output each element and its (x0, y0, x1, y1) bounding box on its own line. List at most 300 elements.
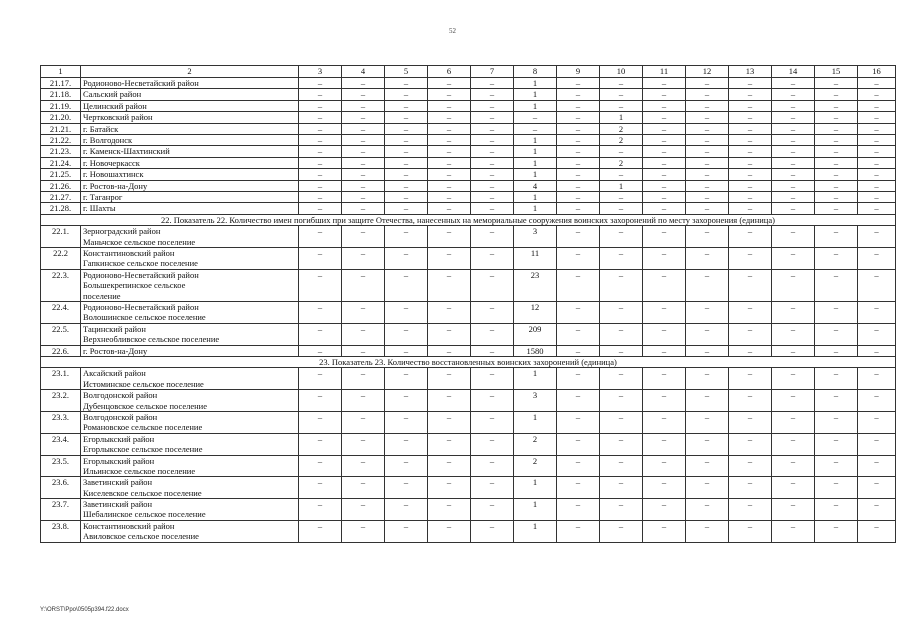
value-cell: – (342, 78, 385, 89)
value-cell: – (299, 169, 342, 180)
value-cell: – (428, 169, 471, 180)
value-cell: – (342, 100, 385, 111)
row-number: 23.6. (41, 477, 81, 499)
section-heading-row (41, 214, 896, 225)
row-number: 23.8. (41, 520, 81, 542)
value-cell: – (772, 157, 815, 168)
column-number-cell: 13 (729, 66, 772, 78)
value-cell: 1 (514, 89, 557, 100)
value-cell: – (729, 455, 772, 477)
value-cell: – (815, 302, 858, 324)
territory-name (81, 477, 299, 499)
column-number-cell: 1 (41, 66, 81, 78)
value-cell: – (428, 226, 471, 248)
value-cell: – (729, 135, 772, 146)
column-number-cell: 7 (471, 66, 514, 78)
value-cell: 1580 (514, 345, 557, 356)
value-cell: – (385, 112, 428, 123)
value-cell: – (299, 180, 342, 191)
value-cell: – (729, 345, 772, 356)
row-number: 22.4. (41, 302, 81, 324)
value-cell: – (385, 203, 428, 214)
value-cell: – (815, 100, 858, 111)
value-cell: – (643, 248, 686, 270)
value-cell: – (342, 248, 385, 270)
value-cell: – (385, 411, 428, 433)
table-row (41, 226, 896, 248)
territory-name-line: Заветинский район (83, 477, 153, 488)
value-cell: – (299, 157, 342, 168)
value-cell: – (815, 89, 858, 100)
column-number-cell: 12 (686, 66, 729, 78)
value-cell: – (600, 390, 643, 412)
value-cell: – (643, 368, 686, 390)
value-cell: – (342, 203, 385, 214)
value-cell: – (342, 157, 385, 168)
value-cell: – (772, 100, 815, 111)
value-cell: – (815, 192, 858, 203)
value-cell: – (385, 345, 428, 356)
territory-name-line: г. Шахты (83, 203, 116, 214)
value-cell: 1 (514, 499, 557, 521)
value-cell: – (729, 411, 772, 433)
value-cell: – (557, 135, 600, 146)
value-cell: – (428, 78, 471, 89)
value-cell: – (385, 499, 428, 521)
value-cell: – (643, 135, 686, 146)
value-cell: – (729, 203, 772, 214)
table-body (41, 66, 896, 543)
value-cell: 1 (514, 477, 557, 499)
value-cell: – (600, 302, 643, 324)
territory-name-line: Авиловское сельское поселение (83, 531, 199, 542)
value-cell: – (858, 135, 896, 146)
value-cell: – (815, 112, 858, 123)
value-cell: – (686, 135, 729, 146)
table-row (41, 180, 896, 191)
value-cell: – (385, 157, 428, 168)
value-cell: – (471, 203, 514, 214)
territory-name (81, 169, 299, 180)
value-cell: – (643, 203, 686, 214)
value-cell: – (471, 368, 514, 390)
value-cell: – (299, 78, 342, 89)
value-cell: 1 (514, 157, 557, 168)
table-row (41, 248, 896, 270)
value-cell: – (729, 89, 772, 100)
territory-name (81, 390, 299, 412)
value-cell: – (471, 78, 514, 89)
value-cell: – (686, 89, 729, 100)
table-row (41, 78, 896, 89)
value-cell: – (858, 112, 896, 123)
value-cell: – (557, 192, 600, 203)
value-cell: – (385, 368, 428, 390)
value-cell: – (729, 146, 772, 157)
value-cell: – (342, 112, 385, 123)
value-cell: – (858, 146, 896, 157)
territory-name (81, 455, 299, 477)
value-cell: – (772, 390, 815, 412)
value-cell: – (772, 180, 815, 191)
value-cell: 209 (514, 323, 557, 345)
value-cell: – (299, 192, 342, 203)
value-cell: – (686, 323, 729, 345)
value-cell: – (299, 345, 342, 356)
column-number-row (41, 66, 896, 78)
value-cell: 1 (514, 135, 557, 146)
value-cell: – (471, 146, 514, 157)
value-cell: – (858, 203, 896, 214)
value-cell: – (772, 192, 815, 203)
row-number: 21.23. (41, 146, 81, 157)
territory-name-line: Зерноградский район (83, 226, 161, 237)
value-cell: – (557, 203, 600, 214)
column-number-cell: 16 (858, 66, 896, 78)
row-number: 23.5. (41, 455, 81, 477)
value-cell: – (858, 411, 896, 433)
territory-name (81, 269, 299, 301)
value-cell: – (858, 345, 896, 356)
value-cell: – (471, 89, 514, 100)
territory-name-line: Аксайский район (83, 368, 146, 379)
row-number: 21.22. (41, 135, 81, 146)
value-cell: – (557, 78, 600, 89)
value-cell: – (471, 345, 514, 356)
value-cell: – (729, 477, 772, 499)
table-row (41, 169, 896, 180)
value-cell: – (815, 499, 858, 521)
value-cell: – (471, 192, 514, 203)
value-cell: – (729, 157, 772, 168)
value-cell: – (600, 146, 643, 157)
value-cell: – (772, 248, 815, 270)
value-cell: 23 (514, 269, 557, 301)
value-cell: – (729, 226, 772, 248)
value-cell: – (471, 390, 514, 412)
value-cell: – (686, 226, 729, 248)
value-cell: – (342, 302, 385, 324)
value-cell: – (385, 455, 428, 477)
value-cell: – (471, 269, 514, 301)
row-number: 21.26. (41, 180, 81, 191)
value-cell: – (772, 78, 815, 89)
territory-name-line: г. Каменск-Шахтинский (83, 146, 170, 157)
value-cell: – (471, 433, 514, 455)
value-cell: – (815, 146, 858, 157)
value-cell: – (643, 499, 686, 521)
value-cell: – (643, 146, 686, 157)
section-heading-row (41, 356, 896, 367)
table-row (41, 520, 896, 542)
value-cell: – (858, 302, 896, 324)
value-cell: – (342, 123, 385, 134)
table-row (41, 112, 896, 123)
row-number: 23.1. (41, 368, 81, 390)
value-cell: – (686, 411, 729, 433)
row-number: 21.25. (41, 169, 81, 180)
value-cell: – (299, 411, 342, 433)
value-cell: – (772, 269, 815, 301)
value-cell: – (858, 89, 896, 100)
territory-name-line: Шебалинское сельское поселение (83, 509, 206, 520)
value-cell: – (772, 112, 815, 123)
table-row (41, 203, 896, 214)
territory-name (81, 203, 299, 214)
value-cell: – (600, 520, 643, 542)
value-cell: – (686, 203, 729, 214)
territory-name-line: Большекрепинское сельское (83, 280, 186, 291)
value-cell: – (729, 112, 772, 123)
territory-name-line: Чертковский район (83, 112, 153, 123)
value-cell: – (600, 248, 643, 270)
table-row (41, 89, 896, 100)
value-cell: – (557, 411, 600, 433)
value-cell: – (686, 146, 729, 157)
value-cell: – (772, 135, 815, 146)
value-cell: – (858, 323, 896, 345)
value-cell: – (428, 455, 471, 477)
value-cell: 1 (514, 411, 557, 433)
value-cell: – (600, 477, 643, 499)
value-cell: – (686, 499, 729, 521)
value-cell: – (342, 520, 385, 542)
territory-name-line: Родионово-Несветайский район (83, 302, 199, 313)
value-cell: – (858, 123, 896, 134)
value-cell: – (858, 520, 896, 542)
territory-name-line: Константиновский район (83, 248, 175, 259)
value-cell: – (342, 192, 385, 203)
page-number: 52 (449, 27, 456, 35)
value-cell: – (428, 269, 471, 301)
value-cell: – (557, 499, 600, 521)
value-cell: – (686, 269, 729, 301)
territory-name (81, 192, 299, 203)
value-cell: – (471, 180, 514, 191)
value-cell: – (686, 78, 729, 89)
value-cell: – (643, 123, 686, 134)
value-cell: 1 (514, 78, 557, 89)
value-cell: 3 (514, 390, 557, 412)
value-cell: – (858, 269, 896, 301)
table-row (41, 135, 896, 146)
value-cell: – (772, 520, 815, 542)
value-cell: – (428, 112, 471, 123)
value-cell: – (729, 123, 772, 134)
value-cell: – (772, 368, 815, 390)
value-cell: – (858, 226, 896, 248)
row-number: 21.21. (41, 123, 81, 134)
value-cell: – (643, 411, 686, 433)
value-cell: – (600, 226, 643, 248)
territory-name (81, 157, 299, 168)
value-cell: – (686, 477, 729, 499)
territory-name-line: Егорлыкский район (83, 455, 155, 466)
territory-name-line: Родионово-Несветайский район (83, 269, 199, 280)
territory-name (81, 180, 299, 191)
value-cell: – (471, 520, 514, 542)
value-cell: – (772, 411, 815, 433)
value-cell: – (557, 123, 600, 134)
value-cell: – (815, 157, 858, 168)
value-cell: – (385, 520, 428, 542)
territory-name-line: Верхнеобливское сельское поселение (83, 334, 220, 345)
section-heading: 23. Показатель 23. Количество восстановленных воинских захоронений (единица) (41, 356, 896, 367)
value-cell: – (557, 390, 600, 412)
value-cell: – (686, 123, 729, 134)
value-cell: – (428, 368, 471, 390)
territory-name-line: г. Новочеркасск (83, 157, 140, 168)
value-cell: – (772, 146, 815, 157)
table-row (41, 433, 896, 455)
value-cell: – (858, 157, 896, 168)
value-cell: 2 (600, 157, 643, 168)
territory-name (81, 248, 299, 270)
value-cell: – (342, 269, 385, 301)
value-cell: – (600, 411, 643, 433)
value-cell: – (471, 477, 514, 499)
value-cell: – (815, 226, 858, 248)
value-cell: – (428, 135, 471, 146)
territory-name-line: г. Ростов-на-Дону (83, 345, 148, 356)
value-cell: – (557, 520, 600, 542)
table-row (41, 499, 896, 521)
territory-name-line: Целинский район (83, 100, 147, 111)
value-cell: – (600, 455, 643, 477)
value-cell: – (729, 390, 772, 412)
value-cell: – (471, 248, 514, 270)
value-cell: – (815, 433, 858, 455)
value-cell: 12 (514, 302, 557, 324)
table-row (41, 345, 896, 356)
value-cell: – (815, 477, 858, 499)
value-cell: 1 (514, 146, 557, 157)
value-cell: – (471, 411, 514, 433)
value-cell: – (600, 100, 643, 111)
value-cell: – (385, 135, 428, 146)
value-cell: – (557, 477, 600, 499)
row-number: 21.27. (41, 192, 81, 203)
table-row (41, 323, 896, 345)
column-number-cell: 5 (385, 66, 428, 78)
value-cell: – (643, 192, 686, 203)
value-cell: – (428, 499, 471, 521)
value-cell: – (557, 226, 600, 248)
territory-name-line: Егорлыкский район (83, 433, 155, 444)
value-cell: – (686, 433, 729, 455)
value-cell: – (299, 368, 342, 390)
value-cell: – (643, 112, 686, 123)
value-cell: 4 (514, 180, 557, 191)
value-cell: – (471, 157, 514, 168)
value-cell: – (428, 411, 471, 433)
territory-name-line: Константиновский район (83, 520, 175, 531)
value-cell: – (600, 345, 643, 356)
value-cell: – (772, 499, 815, 521)
value-cell: – (643, 323, 686, 345)
column-number-cell: 11 (643, 66, 686, 78)
row-number: 23.2. (41, 390, 81, 412)
value-cell: – (557, 146, 600, 157)
value-cell: – (729, 78, 772, 89)
value-cell: – (428, 89, 471, 100)
value-cell: – (299, 269, 342, 301)
table-row (41, 368, 896, 390)
value-cell: – (858, 455, 896, 477)
value-cell: – (858, 180, 896, 191)
table-row (41, 302, 896, 324)
row-number: 21.19. (41, 100, 81, 111)
value-cell: – (815, 345, 858, 356)
value-cell: – (772, 169, 815, 180)
territory-name-line: Сальский район (83, 89, 142, 100)
value-cell: – (729, 323, 772, 345)
territory-name (81, 302, 299, 324)
value-cell: – (815, 203, 858, 214)
value-cell: – (471, 302, 514, 324)
territory-name-line: Гапкинское сельское поселение (83, 258, 198, 269)
value-cell: 2 (514, 455, 557, 477)
value-cell: – (858, 499, 896, 521)
value-cell: – (772, 123, 815, 134)
table-row (41, 100, 896, 111)
value-cell: – (815, 520, 858, 542)
row-number: 23.4. (41, 433, 81, 455)
value-cell: – (299, 112, 342, 123)
value-cell: – (643, 100, 686, 111)
value-cell: – (428, 146, 471, 157)
value-cell: – (686, 192, 729, 203)
column-number-cell: 15 (815, 66, 858, 78)
value-cell: – (385, 390, 428, 412)
row-number: 22.2 (41, 248, 81, 270)
value-cell: – (729, 433, 772, 455)
territory-name (81, 100, 299, 111)
value-cell: – (342, 180, 385, 191)
value-cell: – (385, 192, 428, 203)
column-number-cell: 3 (299, 66, 342, 78)
value-cell: – (686, 520, 729, 542)
section-heading: 22. Показатель 22. Количество имен погибших при защите Отечества, нанесенных на мемориальные сооружения воинских захоронений по месту захоронения (единица) (41, 214, 896, 225)
value-cell: – (815, 411, 858, 433)
value-cell: – (471, 123, 514, 134)
row-number: 22.5. (41, 323, 81, 345)
value-cell: – (342, 411, 385, 433)
value-cell: – (342, 146, 385, 157)
value-cell: – (471, 226, 514, 248)
value-cell: – (385, 123, 428, 134)
value-cell: – (342, 368, 385, 390)
value-cell: – (299, 499, 342, 521)
row-number: 21.20. (41, 112, 81, 123)
column-number-cell: 2 (81, 66, 299, 78)
value-cell: – (299, 146, 342, 157)
value-cell: – (428, 477, 471, 499)
column-number-cell: 9 (557, 66, 600, 78)
value-cell: – (772, 302, 815, 324)
value-cell: 1 (514, 520, 557, 542)
table-row (41, 123, 896, 134)
value-cell: – (299, 203, 342, 214)
table-row (41, 455, 896, 477)
value-cell: – (729, 192, 772, 203)
value-cell: 2 (600, 135, 643, 146)
value-cell: – (428, 345, 471, 356)
territory-name-line: г. Новошахтинск (83, 169, 144, 180)
value-cell: – (729, 180, 772, 191)
territory-name-line: Ильинское сельское поселение (83, 465, 196, 476)
value-cell: – (815, 169, 858, 180)
